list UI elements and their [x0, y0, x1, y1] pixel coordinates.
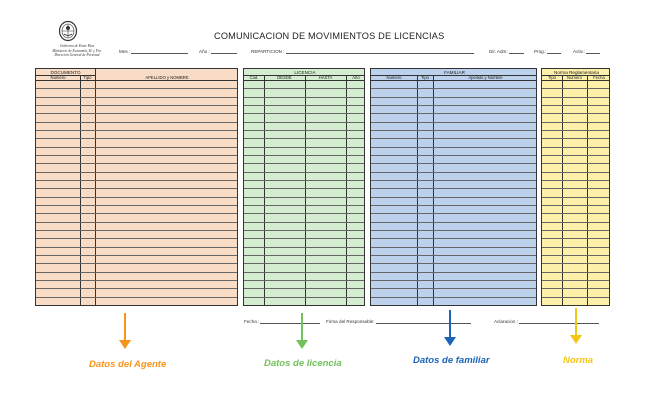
aclaracion-label: Aclaracion : [494, 319, 519, 324]
familiar-arrow-icon [444, 310, 456, 346]
licencia-arrow-icon [296, 313, 308, 349]
table-row-line [244, 197, 364, 198]
table-row-line [36, 297, 237, 298]
col-desde: DESDE [277, 75, 292, 80]
table-row-line [371, 197, 536, 198]
column-divider [346, 75, 347, 306]
header-bottom-line [542, 80, 609, 81]
table-row-line [371, 130, 536, 131]
table-row-line [36, 288, 237, 289]
col-anio: Año [352, 75, 360, 80]
table-row-line [371, 105, 536, 106]
table-row-line [371, 88, 536, 89]
col-apellido-nombre: APELLIDO y NOMBRE [145, 75, 189, 80]
col-hasta: HASTA [318, 75, 333, 80]
licencia-table [243, 68, 365, 306]
reparticion-label: REPARTICION : [251, 49, 285, 54]
group-divider [36, 75, 95, 76]
dir-adm-label: Dir. Adm: [489, 49, 508, 54]
column-divider [264, 75, 265, 306]
table-row-line [244, 222, 364, 223]
table-row-line [542, 97, 609, 98]
table-row-line [542, 247, 609, 248]
table-row-line [542, 130, 609, 131]
table-row-line [542, 213, 609, 214]
table-row-line [244, 255, 364, 256]
firma-label: Firma del Responsable: [326, 319, 375, 324]
table-row-line [542, 147, 609, 148]
table-row-line [371, 238, 536, 239]
table-row-line [244, 213, 364, 214]
table-row-line [371, 180, 536, 181]
table-row-line [36, 230, 237, 231]
org-line-2: Ministerio de Economía, H. y Fin. [52, 48, 102, 53]
table-row-line [371, 272, 536, 273]
table-row-line [542, 163, 609, 164]
table-row-line [244, 147, 364, 148]
norma-group-label: Norma Reglamentaria [554, 69, 599, 75]
table-row-line [371, 297, 536, 298]
table-row-line [36, 147, 237, 148]
table-row-line [542, 272, 609, 273]
header-bottom-line [371, 80, 536, 81]
table-row-line [542, 113, 609, 114]
mes-label: Mes : [119, 49, 131, 54]
column-divider [562, 75, 563, 306]
table-row-line [244, 272, 364, 273]
anio-label: Año : [199, 49, 210, 54]
table-row-line [371, 255, 536, 256]
col-familiar-tipo: Tipo [421, 75, 429, 80]
familiar-group-label: FAMILIAR [444, 69, 465, 75]
table-row-line [371, 122, 536, 123]
legend-agente: Datos del Agente [89, 359, 167, 370]
table-row-line [371, 263, 536, 264]
table-row-line [36, 163, 237, 164]
table-row-line [244, 247, 364, 248]
table-row-line [36, 130, 237, 131]
table-row-line [244, 105, 364, 106]
legend-licencia: Datos de licencia [264, 358, 342, 369]
table-row-line [371, 138, 536, 139]
table-row-line [542, 297, 609, 298]
table-row-line [542, 255, 609, 256]
norma-arrow-icon [570, 308, 582, 344]
documento-group-label: DOCUMENTO [50, 69, 81, 75]
table-row-line [244, 180, 364, 181]
table-row-line [542, 138, 609, 139]
table-row-line [36, 213, 237, 214]
table-row-line [542, 197, 609, 198]
col-familiar-apellido: Apellido y Nombre [468, 75, 503, 80]
col-norma-numero: Numero [567, 75, 582, 80]
table-row-line [371, 230, 536, 231]
table-row-line [371, 147, 536, 148]
legend-familiar: Datos de familiar [413, 355, 490, 366]
table-row-line [244, 280, 364, 281]
table-row-line [36, 138, 237, 139]
table-row-line [542, 230, 609, 231]
table-row-line [36, 255, 237, 256]
column-divider [417, 75, 418, 306]
table-row-line [542, 105, 609, 106]
table-row-line [244, 288, 364, 289]
prog-label: Prog.: [534, 49, 547, 54]
mes-field[interactable] [119, 49, 188, 54]
table-row-line [244, 138, 364, 139]
table-row-line [542, 288, 609, 289]
table-row-line [244, 297, 364, 298]
table-row-line [542, 222, 609, 223]
table-row-line [36, 238, 237, 239]
table-row-line [244, 88, 364, 89]
table-row-line [36, 180, 237, 181]
table-row-line [371, 97, 536, 98]
table-row-line [542, 238, 609, 239]
group-divider [371, 75, 536, 76]
familiar-table [370, 68, 537, 306]
fecha-field[interactable] [244, 319, 320, 324]
table-row-line [244, 155, 364, 156]
licencia-group-label: LICENCIA [294, 69, 316, 75]
org-line-3: Dirección General de Personal [54, 53, 100, 58]
table-row-line [371, 280, 536, 281]
col-numero: Numero [50, 75, 66, 80]
table-row-line [371, 222, 536, 223]
legend-norma: Norma [563, 355, 594, 366]
table-row-line [244, 230, 364, 231]
table-row-line [371, 205, 536, 206]
dir-adm-field[interactable] [489, 49, 524, 54]
table-row-line [244, 97, 364, 98]
col-tipo: Tipo [83, 75, 92, 80]
fecha-label: Fecha : [244, 319, 260, 324]
table-row-line [371, 155, 536, 156]
agente-arrow-icon [119, 313, 131, 349]
header-bottom-line [36, 80, 237, 81]
table-row-line [36, 222, 237, 223]
table-row-line [244, 130, 364, 131]
reparticion-field[interactable] [251, 49, 474, 54]
table-row-line [542, 88, 609, 89]
table-row-line [244, 205, 364, 206]
table-row-line [542, 155, 609, 156]
table-row-line [542, 263, 609, 264]
table-row-line [542, 188, 609, 189]
table-row-line [36, 122, 237, 123]
table-row-line [36, 88, 237, 89]
table-row-line [244, 122, 364, 123]
table-row-line [542, 280, 609, 281]
col-norma-tipo: Tipo [548, 75, 556, 80]
table-row-line [542, 172, 609, 173]
table-row-line [244, 113, 364, 114]
group-divider [542, 75, 609, 76]
activ-label: Activ.: [573, 49, 586, 54]
table-row-line [36, 97, 237, 98]
column-divider [305, 75, 306, 306]
norma-table [541, 68, 610, 306]
anio-field[interactable] [199, 49, 237, 54]
table-row-line [542, 180, 609, 181]
table-row-line [36, 197, 237, 198]
col-cod: Cod. [249, 75, 259, 80]
table-row-line [371, 163, 536, 164]
table-row-line [36, 113, 237, 114]
col-familiar-numero: Numero [386, 75, 402, 80]
col-norma-fecha: Fecha [593, 75, 605, 80]
table-row-line [371, 113, 536, 114]
column-divider [587, 75, 588, 306]
table-row-line [542, 205, 609, 206]
form-title: COMUNICACION DE MOVIMIENTOS DE LICENCIAS [214, 31, 445, 41]
coat-of-arms-icon [58, 20, 78, 42]
table-row-line [36, 188, 237, 189]
org-line-1: Gobierno de Entre Ríos [59, 44, 95, 48]
table-row-line [371, 288, 536, 289]
table-row-line [36, 280, 237, 281]
table-row-line [244, 172, 364, 173]
table-row-line [36, 205, 237, 206]
table-row-line [36, 105, 237, 106]
table-row-line [36, 172, 237, 173]
table-row-line [371, 188, 536, 189]
table-row-line [244, 188, 364, 189]
aclaracion-field[interactable] [494, 319, 599, 324]
table-row-line [371, 213, 536, 214]
table-row-line [36, 155, 237, 156]
table-row-line [371, 172, 536, 173]
activ-field[interactable] [573, 49, 600, 54]
table-row-line [36, 263, 237, 264]
table-row-line [542, 122, 609, 123]
table-row-line [36, 247, 237, 248]
table-row-line [371, 247, 536, 248]
prog-field[interactable] [534, 49, 561, 54]
table-row-line [244, 163, 364, 164]
table-row-line [244, 263, 364, 264]
table-row-line [244, 238, 364, 239]
agente-table [35, 68, 238, 306]
table-row-line [36, 272, 237, 273]
organization-block [36, 44, 118, 58]
column-divider [433, 75, 434, 306]
column-divider [80, 75, 81, 306]
